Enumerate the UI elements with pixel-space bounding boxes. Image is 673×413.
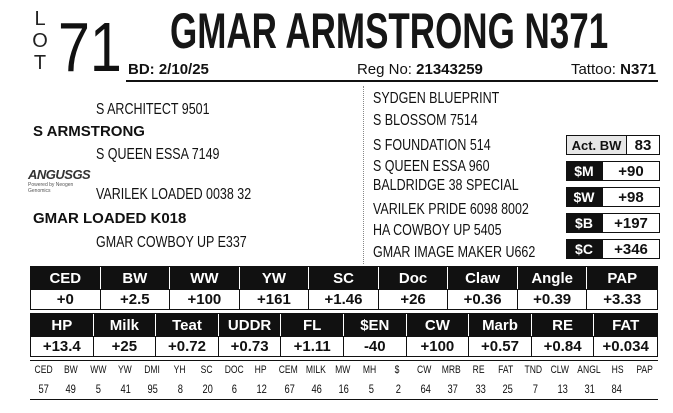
epd-value: +2.5 xyxy=(101,289,171,309)
tattoo: Tattoo: N371 xyxy=(570,60,656,78)
percentile-header xyxy=(112,361,139,380)
epd-value: -40 xyxy=(344,336,407,356)
percentile-header xyxy=(356,361,383,380)
percentile-value xyxy=(221,380,248,399)
pedigree-right-item: HA COWBOY UP 5405 xyxy=(373,222,502,239)
info-row xyxy=(126,58,658,82)
percentile-value-text: 2 xyxy=(395,382,402,396)
percentile-header-text: YW xyxy=(118,364,133,376)
percentile-header xyxy=(329,361,356,380)
lot-number: 71 xyxy=(58,8,122,86)
percentile-header xyxy=(519,361,546,380)
epd-header: FAT xyxy=(594,314,657,336)
percentile-value xyxy=(139,380,166,399)
percentile-value-text: 16 xyxy=(338,382,350,396)
percentile-table xyxy=(30,360,658,400)
pedigree-divider xyxy=(363,86,364,264)
percentile-value-text: 12 xyxy=(256,382,268,396)
percentile-header-text: PAP xyxy=(636,364,653,376)
epd-value: +0.39 xyxy=(518,289,588,309)
percentile-header-text: MH xyxy=(363,364,377,376)
epd-header: UDDR xyxy=(219,314,282,336)
epd-header: FL xyxy=(281,314,344,336)
index-b: $B +197 xyxy=(566,213,660,233)
epd-table-2 xyxy=(30,313,658,357)
percentile-value-text: 95 xyxy=(147,382,159,396)
percentile-value xyxy=(248,380,275,399)
pedigree-right-item: VARILEK PRIDE 6098 8002 xyxy=(373,201,529,218)
pedigree-right-item: SYDGEN BLUEPRINT xyxy=(373,90,500,107)
percentile-value xyxy=(112,380,139,399)
angus-genomics-logo: ANGUSGS Powered by Neogen Genomics xyxy=(28,167,91,194)
epd-header: CED xyxy=(31,267,101,289)
percentile-value xyxy=(603,380,630,399)
epd-value: +0.36 xyxy=(448,289,518,309)
percentile-value xyxy=(30,380,57,399)
epd-value: +0 xyxy=(31,289,101,309)
percentile-value-text: 67 xyxy=(284,382,295,396)
percentile-header xyxy=(492,361,519,380)
percentile-header-text: HP xyxy=(255,364,268,376)
percentile-header xyxy=(57,361,84,380)
percentile-value xyxy=(494,380,521,399)
percentile-header-text: YH xyxy=(173,364,186,376)
percentile-value-text: 31 xyxy=(584,382,595,396)
epd-value: +100 xyxy=(407,336,470,356)
percentile-value xyxy=(358,380,385,399)
index-c: $C +346 xyxy=(566,239,660,259)
percentile-header-text: CW xyxy=(417,364,432,376)
percentile-header xyxy=(275,361,302,380)
percentile-header-text: DMI xyxy=(144,364,161,376)
percentile-header xyxy=(220,361,247,380)
percentile-value-text: 8 xyxy=(177,382,183,396)
lot-letter: T xyxy=(33,52,47,74)
percentile-header xyxy=(411,361,438,380)
percentile-value xyxy=(521,380,548,399)
percentile-value-text: 57 xyxy=(38,382,49,396)
percentile-header xyxy=(30,361,57,380)
percentile-value-text: 84 xyxy=(611,382,623,396)
percentile-header-text: $ xyxy=(394,364,400,376)
epd-header: WW xyxy=(170,267,240,289)
index-m: $M +90 xyxy=(566,161,660,181)
percentile-header xyxy=(604,361,631,380)
birth-date: BD: 2/10/25 xyxy=(128,60,209,78)
percentile-value xyxy=(276,380,303,399)
pedigree-dam-sire: VARILEK LOADED 0038 32 xyxy=(96,186,252,203)
percentile-value-text: 6 xyxy=(232,382,238,396)
percentile-value-text: 13 xyxy=(557,382,568,396)
epd-value: +100 xyxy=(170,289,240,309)
percentile-header xyxy=(547,361,574,380)
percentile-header xyxy=(631,361,658,380)
lot-label xyxy=(30,8,50,74)
percentile-value-text: 20 xyxy=(202,382,213,396)
epd-table-1 xyxy=(30,266,658,310)
epd-header: $EN xyxy=(344,314,407,336)
epd-header: SC xyxy=(309,267,379,289)
epd-header: Doc xyxy=(379,267,449,289)
lot-letter: O xyxy=(32,30,48,52)
percentile-header-text: MRB xyxy=(441,364,461,376)
percentile-header-text: SC xyxy=(200,364,213,376)
percentile-value-text: 49 xyxy=(65,382,77,396)
pedigree-dam: GMAR LOADED K018 xyxy=(33,210,187,227)
percentile-value xyxy=(412,380,439,399)
epd-header: Angle xyxy=(518,267,588,289)
percentile-value-row xyxy=(30,380,658,399)
epd-header: CW xyxy=(407,314,470,336)
percentile-header-text: RE xyxy=(472,364,485,376)
epd-value: +0.84 xyxy=(532,336,595,356)
percentile-value xyxy=(303,380,330,399)
percentile-header xyxy=(438,361,465,380)
epd-value: +1.11 xyxy=(281,336,344,356)
percentile-value xyxy=(330,380,357,399)
percentile-header-row xyxy=(30,361,658,380)
percentile-header xyxy=(465,361,492,380)
percentile-header-text: CED xyxy=(34,364,53,376)
percentile-value-text: 37 xyxy=(447,382,459,396)
percentile-value-text: 5 xyxy=(95,382,101,396)
animal-name: GMAR ARMSTRONG N371 xyxy=(170,3,609,59)
percentile-value xyxy=(85,380,112,399)
epd-value: +1.46 xyxy=(309,289,379,309)
epd-value: +25 xyxy=(94,336,157,356)
percentile-header-text: HS xyxy=(611,364,624,376)
pedigree-sire: S ARMSTRONG xyxy=(33,123,145,140)
percentile-value-text: 5 xyxy=(368,382,374,396)
epd-header: BW xyxy=(101,267,171,289)
pedigree-sire-dam: S QUEEN ESSA 7149 xyxy=(96,146,220,163)
percentile-header xyxy=(139,361,166,380)
percentile-value xyxy=(467,380,494,399)
percentile-header xyxy=(84,361,111,380)
epd-value: +161 xyxy=(240,289,310,309)
percentile-header xyxy=(383,361,410,380)
percentile-value xyxy=(576,380,603,399)
percentile-value-text: 7 xyxy=(532,382,538,396)
percentile-value xyxy=(631,380,658,399)
index-w: $W +98 xyxy=(566,187,660,207)
epd-value: +26 xyxy=(379,289,449,309)
pedigree-right-item: S FOUNDATION 514 xyxy=(373,137,491,154)
pedigree-right-item: BALDRIDGE 38 SPECIAL xyxy=(373,177,519,194)
percentile-value xyxy=(57,380,84,399)
lot-letter: L xyxy=(34,8,46,30)
percentile-value xyxy=(439,380,466,399)
percentile-header xyxy=(248,361,275,380)
percentile-header-text: FAT xyxy=(498,364,514,376)
epd-header: YW xyxy=(240,267,310,289)
percentile-header-text: ANGL xyxy=(577,364,601,376)
percentile-value-text: 46 xyxy=(311,382,322,396)
percentile-header-text: BW xyxy=(63,364,78,376)
epd-header: Teat xyxy=(156,314,219,336)
percentile-value xyxy=(166,380,193,399)
epd-header: HP xyxy=(31,314,94,336)
epd-header: RE xyxy=(532,314,595,336)
percentile-header-text: WW xyxy=(89,364,107,376)
epd-value: +0.034 xyxy=(594,336,657,356)
percentile-value xyxy=(194,380,221,399)
epd-value: +3.33 xyxy=(587,289,657,309)
percentile-value-text: 25 xyxy=(502,382,513,396)
percentile-header-text: CEM xyxy=(278,364,298,376)
percentile-header-text: MW xyxy=(335,364,351,376)
epd-value: +0.73 xyxy=(219,336,282,356)
percentile-value-text: 33 xyxy=(475,382,486,396)
percentile-header-text: DOC xyxy=(224,364,244,376)
percentile-header-text: MILK xyxy=(305,364,326,376)
percentile-header xyxy=(574,361,604,380)
percentile-value-text: 41 xyxy=(120,382,131,396)
percentile-header-text: CLW xyxy=(550,364,570,376)
percentile-value-text: 64 xyxy=(420,382,432,396)
epd-value: +0.57 xyxy=(469,336,532,356)
epd-header: Milk xyxy=(94,314,157,336)
percentile-header xyxy=(166,361,193,380)
actual-birth-weight: Act. BW 83 xyxy=(566,135,660,155)
percentile-value xyxy=(549,380,576,399)
pedigree-dam-dam: GMAR COWBOY UP E337 xyxy=(96,234,247,251)
percentile-header-text: TND xyxy=(524,364,542,376)
epd-header: Claw xyxy=(448,267,518,289)
pedigree-right-item: S QUEEN ESSA 960 xyxy=(373,158,490,175)
percentile-header xyxy=(302,361,329,380)
percentile-value xyxy=(385,380,412,399)
pedigree-right-item: GMAR IMAGE MAKER U662 xyxy=(373,244,536,261)
epd-value: +13.4 xyxy=(31,336,94,356)
epd-header: Marb xyxy=(469,314,532,336)
pedigree-right-item: S BLOSSOM 7514 xyxy=(373,112,478,129)
percentile-header xyxy=(193,361,220,380)
pedigree-sire-sire: S ARCHITECT 9501 xyxy=(96,101,210,118)
epd-value: +0.72 xyxy=(156,336,219,356)
registration-number: Reg No: 21343259 xyxy=(356,60,483,78)
epd-header: PAP xyxy=(587,267,657,289)
